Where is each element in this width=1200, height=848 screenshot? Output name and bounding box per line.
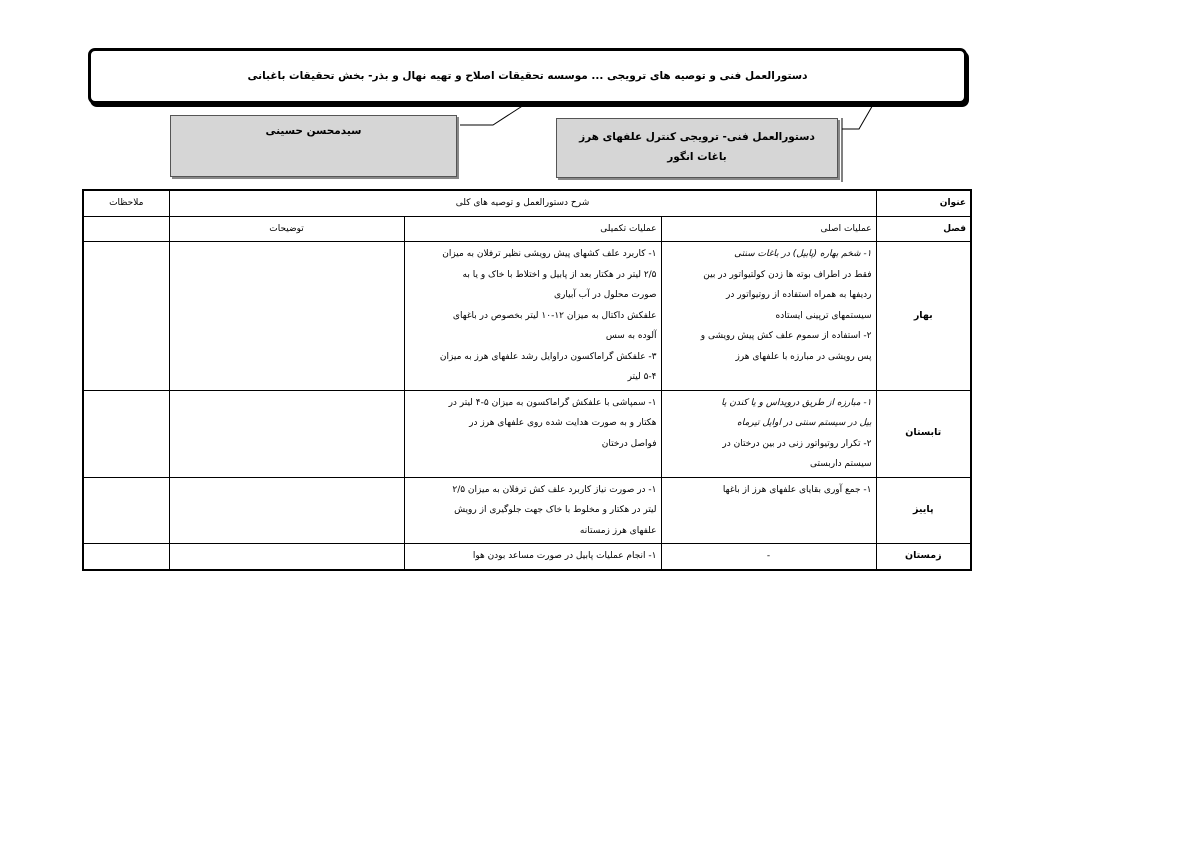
supp-op-line: صورت محلول در آب آبیاری xyxy=(553,290,657,300)
document-title-line2: باغات انگور xyxy=(667,151,727,163)
main-ops-cell xyxy=(661,390,876,477)
table-row xyxy=(83,390,971,477)
header-title-cell: عنوان xyxy=(876,190,971,216)
main-ops-cell xyxy=(661,477,876,544)
table-row xyxy=(83,242,971,391)
notes-cell xyxy=(83,390,169,477)
main-op-line: ۱- جمع آوری بقایای علفهای هرز از باغها xyxy=(722,484,872,495)
main-op-line: - xyxy=(766,551,771,561)
main-ops-cell xyxy=(661,242,876,391)
supp-op-line: ۱- کاربرد علف کشهای پیش رویشی نظیر ترفلان به میزان xyxy=(442,249,657,259)
header-notes-cell: ملاحظات xyxy=(83,190,169,216)
supp-ops-cell xyxy=(404,390,661,477)
main-op-line: سیستمهای ترپینی ایستاده xyxy=(775,310,872,321)
main-op-line: ۲- استفاده از سموم علف کش پیش رویشی و xyxy=(700,331,872,341)
document-header-banner xyxy=(88,48,967,104)
supp-op-line: هکتار و به صورت هدایت شده روی علفهای هرز در xyxy=(469,418,657,428)
notes-cell xyxy=(83,544,169,570)
main-op-line: ردیفها به همراه استفاده از روتیواتور در xyxy=(726,290,872,300)
season-cell: پاییز xyxy=(876,477,971,544)
header-text: دستورالعمل فنی و توصیه های ترویجی ... موسسه تحقیقات اصلاح و تهیه نهال و بذر- بخش تحقیقات باغبانی xyxy=(247,70,808,82)
table-header-row-1 xyxy=(83,190,971,216)
header-empty-cell xyxy=(83,216,169,242)
notes-cell xyxy=(83,242,169,391)
supp-op-line: آلوده به سس xyxy=(605,331,657,341)
supp-op-line: لیتر در هکتار و مخلوط با خاک جهت جلوگیری از رویش xyxy=(454,505,657,515)
season-cell: تابستان xyxy=(876,390,971,477)
header-season-cell: فصل xyxy=(876,216,971,242)
explanations-cell xyxy=(169,477,404,544)
explanations-cell xyxy=(169,242,404,391)
author-box xyxy=(170,115,457,177)
supp-op-line: فواصل درختان xyxy=(601,438,657,449)
main-op-line: ۲- تکرار روتیواتور زنی در بین درختان در xyxy=(722,438,872,449)
author-name: سیدمحسن حسینی xyxy=(265,125,362,137)
main-op-line: ۱- مبارزه از طریق درویداس و یا کندن یا xyxy=(721,397,872,408)
main-ops-cell xyxy=(661,544,876,570)
main-op-line: پس رویشی در مبارزه با علفهای هرز xyxy=(735,351,872,362)
supp-op-line: ۵-۴ لیتر xyxy=(627,372,657,382)
supp-op-line: ۱- انجام عملیات پابیل در صورت مساعد بودن هوا xyxy=(472,551,657,561)
supp-ops-cell xyxy=(404,477,661,544)
supp-op-line: ۲/۵ لیتر در هکتار بعد از پابیل و اختلاط با خاک و یا به xyxy=(462,269,657,280)
header-description-cell: شرح دستورالعمل و توصیه های کلی xyxy=(169,190,876,216)
supp-ops-cell xyxy=(404,242,661,391)
main-op-line: ۱- شخم بهاره (پابیل) در باغات سنتی xyxy=(734,249,872,259)
table-row xyxy=(83,544,971,570)
season-cell: بهار xyxy=(876,242,971,391)
explanations-cell xyxy=(169,390,404,477)
document-title-line1: دستورالعمل فنی- ترویجی کنترل علفهای هرز xyxy=(579,131,815,143)
supp-op-line: علفکش داکتال به میزان ۱۲-۱۰ لیتر بخصوص در باغهای xyxy=(452,310,657,321)
notes-cell xyxy=(83,477,169,544)
main-op-line: سیستم داربستی xyxy=(810,459,872,469)
supp-op-line: علفهای هرز زمستانه xyxy=(579,525,657,536)
supp-ops-cell xyxy=(404,544,661,570)
table-row xyxy=(83,477,971,544)
supp-op-line: ۱- سمپاشی با علفکش گراماکسون به میزان ۵-۴ لیتر در xyxy=(448,397,657,408)
document-title-box xyxy=(556,118,838,178)
main-op-line: بیل در سیستم سنتی در اوایل تیرماه xyxy=(737,418,872,428)
supp-op-line: ۳- علفکش گراماکسون دراوایل رشد علفهای هرز به میزان xyxy=(439,351,657,362)
main-op-line: فقط در اطراف بوته ها زدن کولتیواتور در بین xyxy=(703,269,872,280)
header-explanations-cell: توضیحات xyxy=(169,216,404,242)
supp-op-line: ۱- در صورت نیاز کاربرد علف کش ترفلان به میزان ۲/۵ xyxy=(452,484,657,495)
header-supp-ops-cell: عملیات تکمیلی xyxy=(404,216,661,242)
header-main-ops-cell: عملیات اصلی xyxy=(661,216,876,242)
season-cell: زمستان xyxy=(876,544,971,570)
explanations-cell xyxy=(169,544,404,570)
table-header-row-2 xyxy=(83,216,971,242)
instructions-table xyxy=(82,189,972,571)
